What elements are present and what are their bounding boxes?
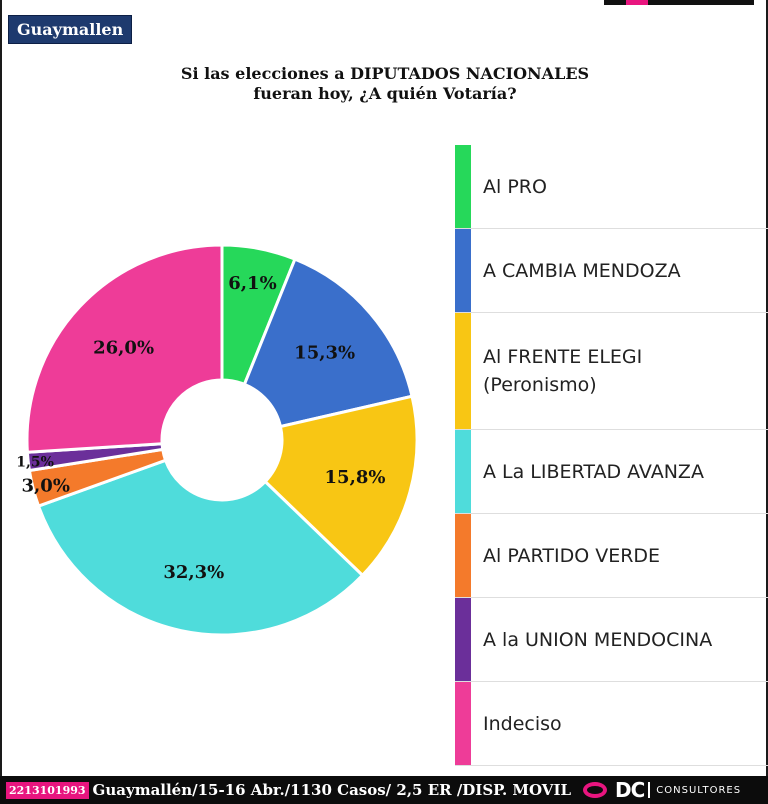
legend-label: Al PARTIDO VERDE — [483, 544, 661, 567]
legend-swatch — [455, 514, 471, 597]
chart-title — [130, 64, 640, 104]
chart-title-line2: fueran hoy, ¿A quién Votaría? — [253, 84, 517, 103]
legend-label: A La LIBERTAD AVANZA — [483, 460, 704, 483]
legend-label: Indeciso — [483, 712, 562, 735]
legend-label: A CAMBIA MENDOZA — [483, 259, 681, 282]
footer-phone: 2213101993 — [6, 782, 89, 799]
legend-label: Al PRO — [483, 175, 547, 198]
footer-brand-sub: CONSULTORES — [656, 784, 742, 796]
slice-value-label: 15,8% — [324, 466, 386, 488]
dc-logo-ring-icon — [583, 782, 607, 798]
legend-swatch — [455, 682, 471, 765]
legend-label: Al FRENTE ELEGI (Peronismo) — [483, 346, 643, 396]
footer-info: Guaymallén/15-16 Abr./1130 Casos/ 2,5 ER /DISP. MOVIL — [92, 781, 572, 799]
legend-swatch — [455, 598, 471, 681]
footer-separator — [648, 782, 650, 798]
legend-swatch — [455, 430, 471, 513]
legend-item — [455, 514, 768, 598]
legend-item — [455, 229, 768, 313]
legend-swatch — [455, 313, 471, 429]
donut-chart — [0, 220, 450, 660]
slice-value-label: 26,0% — [93, 337, 155, 359]
legend-swatch — [455, 229, 471, 312]
region-badge: Guaymallen — [8, 15, 132, 44]
legend-swatch — [455, 145, 471, 228]
legend-item — [455, 598, 768, 682]
legend-item — [455, 313, 768, 430]
legend-label: A la UNION MENDOCINA — [483, 628, 713, 651]
slice-value-label: 6,1% — [228, 272, 277, 294]
footer-bar — [0, 776, 768, 804]
legend-item — [455, 682, 768, 766]
legend-item — [455, 430, 768, 514]
chart-title-line1: Si las elecciones a DIPUTADOS NACIONALES — [180, 64, 590, 83]
top-bar-accent — [626, 0, 648, 5]
legend — [455, 145, 768, 766]
slice-value-label: 1,5% — [16, 454, 54, 471]
legend-item — [455, 145, 768, 229]
slice-value-label: 32,3% — [163, 562, 225, 584]
slice-value-label: 15,3% — [294, 342, 356, 364]
dc-logo: DC — [615, 778, 645, 802]
slice-value-label: 3,0% — [21, 475, 70, 497]
